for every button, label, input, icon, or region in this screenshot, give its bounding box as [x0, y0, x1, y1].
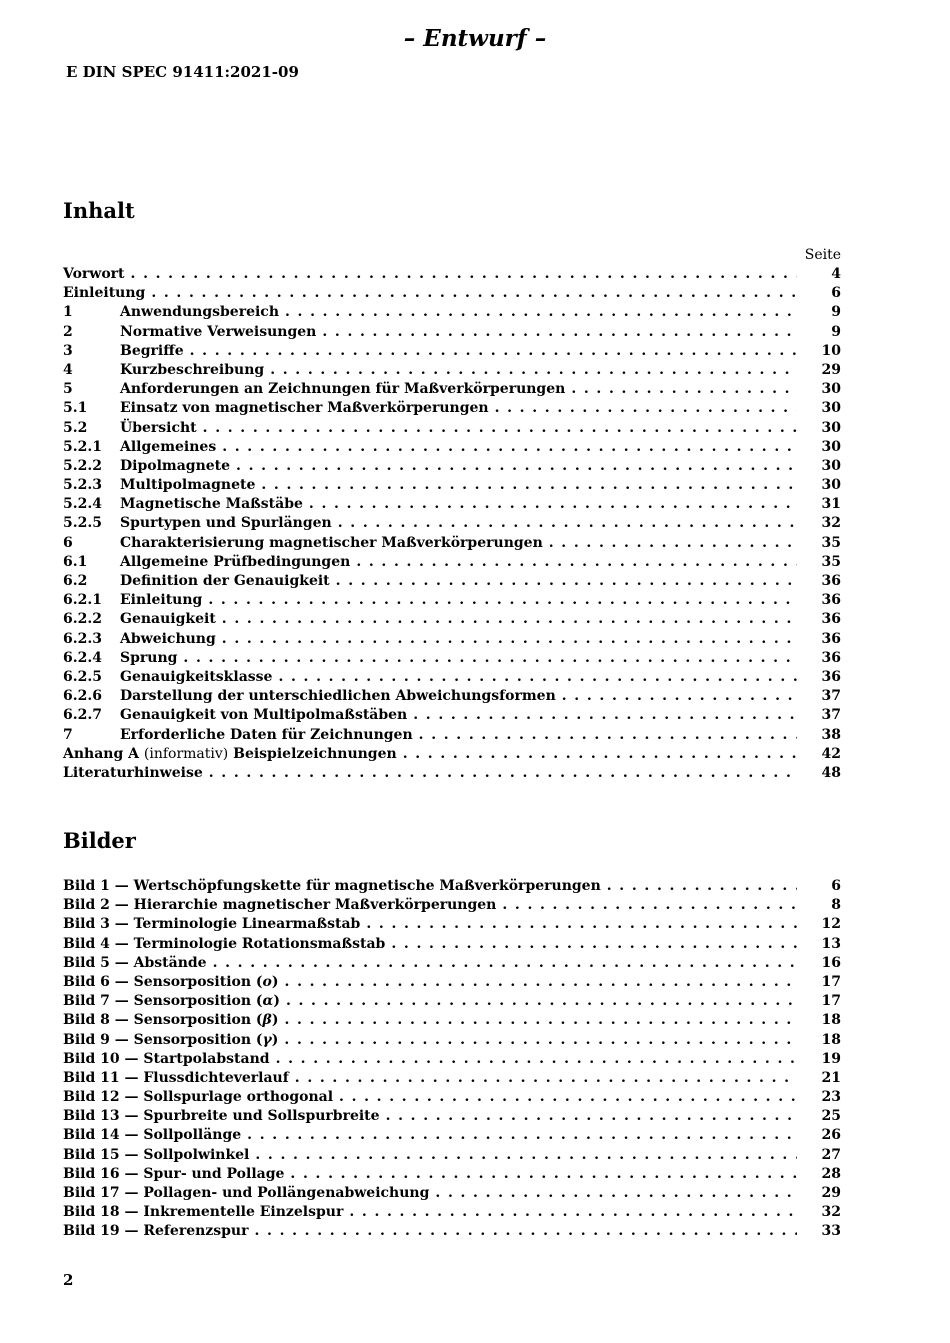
toc-number: 6.1 [63, 553, 88, 570]
dot-leader [261, 476, 797, 495]
figure-symbol: β [262, 1012, 272, 1029]
toc-page: 38 [821, 726, 841, 743]
toc-entry[interactable] [63, 380, 841, 399]
toc-entry[interactable] [63, 610, 841, 629]
toc-page: 36 [821, 649, 841, 666]
figure-entry[interactable] [63, 973, 841, 992]
figure-page: 21 [821, 1069, 841, 1086]
dot-leader [391, 935, 797, 954]
dot-leader [209, 764, 797, 783]
toc-entry[interactable] [63, 323, 841, 342]
dot-leader [208, 591, 797, 610]
figure-title: Bild 3 — Terminologie Linearmaßstab [63, 916, 361, 933]
figure-page: 13 [821, 935, 841, 952]
figure-page: 33 [821, 1223, 841, 1240]
figure-entry[interactable] [63, 1107, 841, 1126]
figure-title: Bild 13 — Spurbreite und Sollspurbreite [63, 1108, 380, 1125]
figure-page: 18 [821, 1012, 841, 1029]
toc-title: Spurtypen und Spurlängen [120, 515, 332, 532]
toc-title: Dipolmagnete [120, 457, 231, 474]
toc-number: 2 [63, 323, 73, 340]
toc-number: 6.2 [63, 573, 88, 589]
toc-page: 37 [821, 707, 841, 724]
toc-page: 35 [821, 553, 841, 570]
figure-entry[interactable] [63, 935, 841, 954]
toc-page: 36 [821, 573, 841, 589]
figure-title-text: Bild 6 — Sensorposition ( [63, 973, 263, 990]
toc-title: Normative Verweisungen [120, 323, 317, 340]
figure-title: Bild 14 — Sollpollänge [63, 1127, 242, 1144]
figures-list [63, 877, 841, 1242]
toc-entry[interactable] [63, 265, 841, 284]
toc-number: 6.2.5 [63, 668, 102, 685]
toc-number: 6.2.6 [63, 688, 102, 705]
toc-page: 37 [821, 688, 841, 705]
draft-label: – Entwurf – [403, 25, 547, 52]
figure-entry[interactable] [63, 1203, 841, 1222]
figure-page: 12 [821, 916, 841, 933]
figure-title: Bild 15 — Sollpolwinkel [63, 1146, 250, 1163]
toc-entry[interactable] [63, 514, 841, 533]
dot-leader [403, 745, 797, 764]
figure-title-close: ) [271, 1012, 279, 1029]
contents-heading: Inhalt [63, 198, 135, 223]
figure-title-close: ) [271, 1031, 279, 1048]
figure-title: Bild 10 — Startpolabstand [63, 1050, 270, 1067]
toc-title: Sprung [120, 649, 178, 666]
toc-title: Vorwort [63, 266, 125, 282]
figure-symbol: α [262, 993, 274, 1010]
toc-entry[interactable] [63, 284, 841, 303]
toc-title: Abweichung [120, 630, 216, 647]
dot-leader [183, 649, 797, 668]
toc-entry[interactable] [63, 687, 841, 706]
toc-page: 30 [821, 457, 841, 474]
figure-title [63, 973, 279, 992]
figure-page: 23 [821, 1089, 841, 1106]
figure-title: Bild 17 — Pollagen- und Pollängenabweichung [63, 1185, 430, 1201]
toc-number: 5.2.4 [63, 496, 102, 513]
annex-prefix: Anhang A [63, 745, 139, 762]
figure-page: 8 [831, 897, 841, 914]
dot-leader [419, 726, 797, 745]
figure-title [63, 1011, 278, 1030]
toc-page: 9 [831, 323, 841, 340]
dot-leader [290, 1165, 797, 1184]
toc-page: 48 [821, 764, 841, 781]
figure-title-text: Bild 7 — Sensorposition ( [63, 993, 263, 1010]
toc-number: 4 [63, 361, 73, 378]
dot-leader [435, 1184, 797, 1203]
dot-leader [203, 419, 797, 438]
figure-entry[interactable] [63, 992, 841, 1011]
annex-note: (informativ) [143, 745, 229, 762]
toc-number: 5.2.3 [63, 477, 102, 494]
dot-leader [502, 896, 797, 915]
toc-page: 42 [821, 745, 841, 762]
figure-title-text: Bild 9 — Sensorposition ( [63, 1031, 263, 1048]
toc-title: Einsatz von magnetischer Maßverkörperungen [120, 400, 489, 417]
dot-leader [278, 668, 797, 687]
figure-page: 32 [821, 1204, 841, 1221]
figure-entry[interactable] [63, 1011, 841, 1030]
dot-leader [495, 399, 797, 418]
figure-entry[interactable] [63, 1165, 841, 1184]
toc-entry-annex[interactable] [63, 745, 841, 764]
figures-heading: Bilder [63, 828, 136, 853]
figure-page: 6 [831, 878, 841, 894]
toc-page: 30 [821, 438, 841, 455]
toc-page: 36 [821, 630, 841, 647]
figure-page: 29 [821, 1185, 841, 1201]
dot-leader [131, 265, 797, 284]
figure-page: 17 [821, 973, 841, 990]
toc-page: 35 [821, 534, 841, 551]
dot-leader [284, 1011, 797, 1030]
toc-entry[interactable] [63, 534, 841, 553]
toc-page: 30 [821, 477, 841, 494]
figure-title: Bild 11 — Flussdichteverlauf [63, 1069, 289, 1086]
figure-page: 26 [821, 1127, 841, 1144]
dot-leader [386, 1107, 797, 1126]
figure-entry[interactable] [63, 896, 841, 915]
figure-page: 17 [821, 993, 841, 1010]
toc-number: 5.2.2 [63, 457, 102, 474]
dot-leader [285, 973, 797, 992]
document-id: E DIN SPEC 91411:2021-09 [66, 63, 299, 81]
dot-leader [190, 342, 797, 361]
figure-page: 25 [821, 1108, 841, 1125]
toc-entry[interactable] [63, 495, 841, 514]
figure-entry[interactable] [63, 954, 841, 973]
toc-page: 36 [821, 668, 841, 685]
dot-leader [356, 553, 797, 572]
toc-page: 32 [821, 515, 841, 532]
toc-page: 29 [821, 361, 841, 378]
dot-leader [349, 1203, 797, 1222]
toc-page: 4 [831, 266, 841, 282]
toc-number: 5.2.1 [63, 438, 102, 455]
dot-leader [276, 1050, 797, 1069]
dot-leader [285, 303, 797, 322]
toc-page: 6 [831, 285, 841, 302]
figure-title: Bild 19 — Referenzspur [63, 1223, 249, 1240]
toc-entry[interactable] [63, 649, 841, 668]
toc-page: 30 [821, 419, 841, 436]
toc-title: Einleitung [120, 592, 203, 609]
figure-entry[interactable] [63, 1050, 841, 1069]
figure-entry[interactable] [63, 1088, 841, 1107]
toc-title: Genauigkeit von Multipolmaßstäben [120, 707, 408, 724]
toc-number: 5.1 [63, 400, 88, 417]
dot-leader [607, 877, 797, 896]
figure-entry[interactable] [63, 1146, 841, 1165]
figure-title: Bild 12 — Sollspurlage orthogonal [63, 1089, 334, 1106]
toc-title: Allgemeine Prüfbedingungen [120, 553, 351, 570]
annex-title: Beispielzeichnungen [233, 745, 397, 762]
toc-page: 30 [821, 400, 841, 417]
figure-title: Bild 5 — Abstände [63, 954, 207, 971]
toc-title: Kurzbeschreibung [120, 361, 265, 378]
toc-number: 5 [63, 381, 73, 398]
toc-page: 36 [821, 611, 841, 628]
dot-leader [571, 380, 797, 399]
dot-leader [222, 630, 797, 649]
toc-title: Einleitung [63, 285, 146, 302]
toc-number: 6.2.1 [63, 592, 102, 609]
dot-leader [309, 495, 797, 514]
figure-title-close: ) [271, 973, 279, 990]
toc-number: 5.2 [63, 419, 88, 436]
toc-number: 6.2.4 [63, 649, 102, 666]
toc-entry[interactable] [63, 630, 841, 649]
dot-leader [286, 992, 797, 1011]
toc-entry[interactable] [63, 572, 841, 591]
toc-number: 1 [63, 304, 73, 321]
figure-title: Bild 2 — Hierarchie magnetischer Maßverkörperungen [63, 897, 497, 914]
figure-title [63, 992, 280, 1011]
toc-number: 6.2.3 [63, 630, 102, 647]
toc-page: 30 [821, 381, 841, 398]
toc-number: 6 [63, 534, 73, 551]
toc-entry[interactable] [63, 361, 841, 380]
figure-entry[interactable] [63, 915, 841, 934]
toc-title: Übersicht [120, 419, 197, 436]
dot-leader [549, 534, 797, 553]
dot-leader [338, 514, 797, 533]
figure-title: Bild 4 — Terminologie Rotationsmaßstab [63, 935, 386, 952]
toc-entry[interactable] [63, 419, 841, 438]
figure-page: 19 [821, 1050, 841, 1067]
figure-title [63, 1031, 278, 1050]
toc-title: Begriffe [120, 342, 184, 359]
figure-page: 18 [821, 1031, 841, 1048]
figure-symbol: o [262, 973, 272, 990]
dot-leader [339, 1088, 797, 1107]
page-column-label: Seite [804, 247, 841, 263]
toc-entry-bibliography[interactable] [63, 764, 841, 783]
toc-entry[interactable] [63, 706, 841, 725]
figure-entry[interactable] [63, 1031, 841, 1050]
toc-title: Multipolmagnete [120, 477, 256, 494]
figure-entry[interactable] [63, 877, 841, 896]
dot-leader [213, 954, 797, 973]
dot-leader [222, 610, 797, 629]
toc-entry[interactable] [63, 303, 841, 322]
dot-leader [247, 1126, 797, 1145]
page-number: 2 [63, 1271, 74, 1289]
dot-leader [236, 457, 797, 476]
dot-leader [270, 361, 797, 380]
figure-title-close: ) [273, 993, 280, 1010]
figure-title: Bild 18 — Inkrementelle Einzelspur [63, 1204, 344, 1221]
figure-entry[interactable] [63, 1126, 841, 1145]
toc-entry[interactable] [63, 591, 841, 610]
figure-page: 27 [821, 1146, 841, 1163]
toc-entry[interactable] [63, 438, 841, 457]
figure-title: Bild 16 — Spur- und Pollage [63, 1165, 285, 1182]
toc-page: 10 [821, 342, 841, 359]
toc-title: Definition der Genauigkeit [120, 573, 330, 589]
toc-title: Charakterisierung magnetischer Maßverkörperungen [120, 534, 543, 551]
toc-entry[interactable] [63, 726, 841, 745]
figure-entry[interactable] [63, 1222, 841, 1241]
toc-title: Allgemeines [120, 438, 217, 455]
toc-number: 3 [63, 342, 73, 359]
toc-title: Darstellung der unterschiedlichen Abweichungsformen [120, 688, 556, 705]
toc-entry[interactable] [63, 457, 841, 476]
figure-symbol: γ [262, 1031, 272, 1048]
toc-page: 36 [821, 592, 841, 609]
toc-number: 6.2.2 [63, 611, 102, 628]
toc-entry[interactable] [63, 668, 841, 687]
toc-title: Genauigkeitsklasse [120, 668, 273, 685]
figure-page: 28 [821, 1165, 841, 1182]
toc-title: Anwendungsbereich [120, 304, 279, 321]
dot-leader [151, 284, 797, 303]
toc-title: Genauigkeit [120, 611, 216, 628]
dot-leader [222, 438, 797, 457]
toc-entry[interactable] [63, 342, 841, 361]
figure-title: Bild 1 — Wertschöpfungskette für magnetische Maßverkörperungen [63, 878, 601, 894]
dot-leader [255, 1146, 797, 1165]
toc-entry[interactable] [63, 399, 841, 418]
toc-entry[interactable] [63, 476, 841, 495]
toc-title: Erforderliche Daten für Zeichnungen [120, 726, 413, 743]
toc-number: 5.2.5 [63, 515, 102, 532]
figure-page: 16 [821, 954, 841, 971]
toc-title: Anforderungen an Zeichnungen für Maßverkörperungen [120, 381, 566, 398]
toc-number: 7 [63, 726, 73, 743]
toc-entry[interactable] [63, 553, 841, 572]
dot-leader [336, 572, 797, 591]
dot-leader [322, 323, 797, 342]
toc-title: Literaturhinweise [63, 764, 203, 781]
dot-leader [284, 1031, 797, 1050]
dot-leader [562, 687, 797, 706]
dot-leader [295, 1069, 797, 1088]
contents-list [63, 246, 841, 783]
dot-leader [254, 1222, 797, 1241]
dot-leader [413, 706, 797, 725]
toc-page: 9 [831, 304, 841, 321]
toc-title: Magnetische Maßstäbe [120, 496, 303, 513]
figure-entry[interactable] [63, 1184, 841, 1203]
toc-number: 6.2.7 [63, 707, 102, 724]
figure-entry[interactable] [63, 1069, 841, 1088]
figure-title-text: Bild 8 — Sensorposition ( [63, 1012, 263, 1029]
dot-leader [366, 915, 797, 934]
toc-page: 31 [821, 496, 841, 513]
